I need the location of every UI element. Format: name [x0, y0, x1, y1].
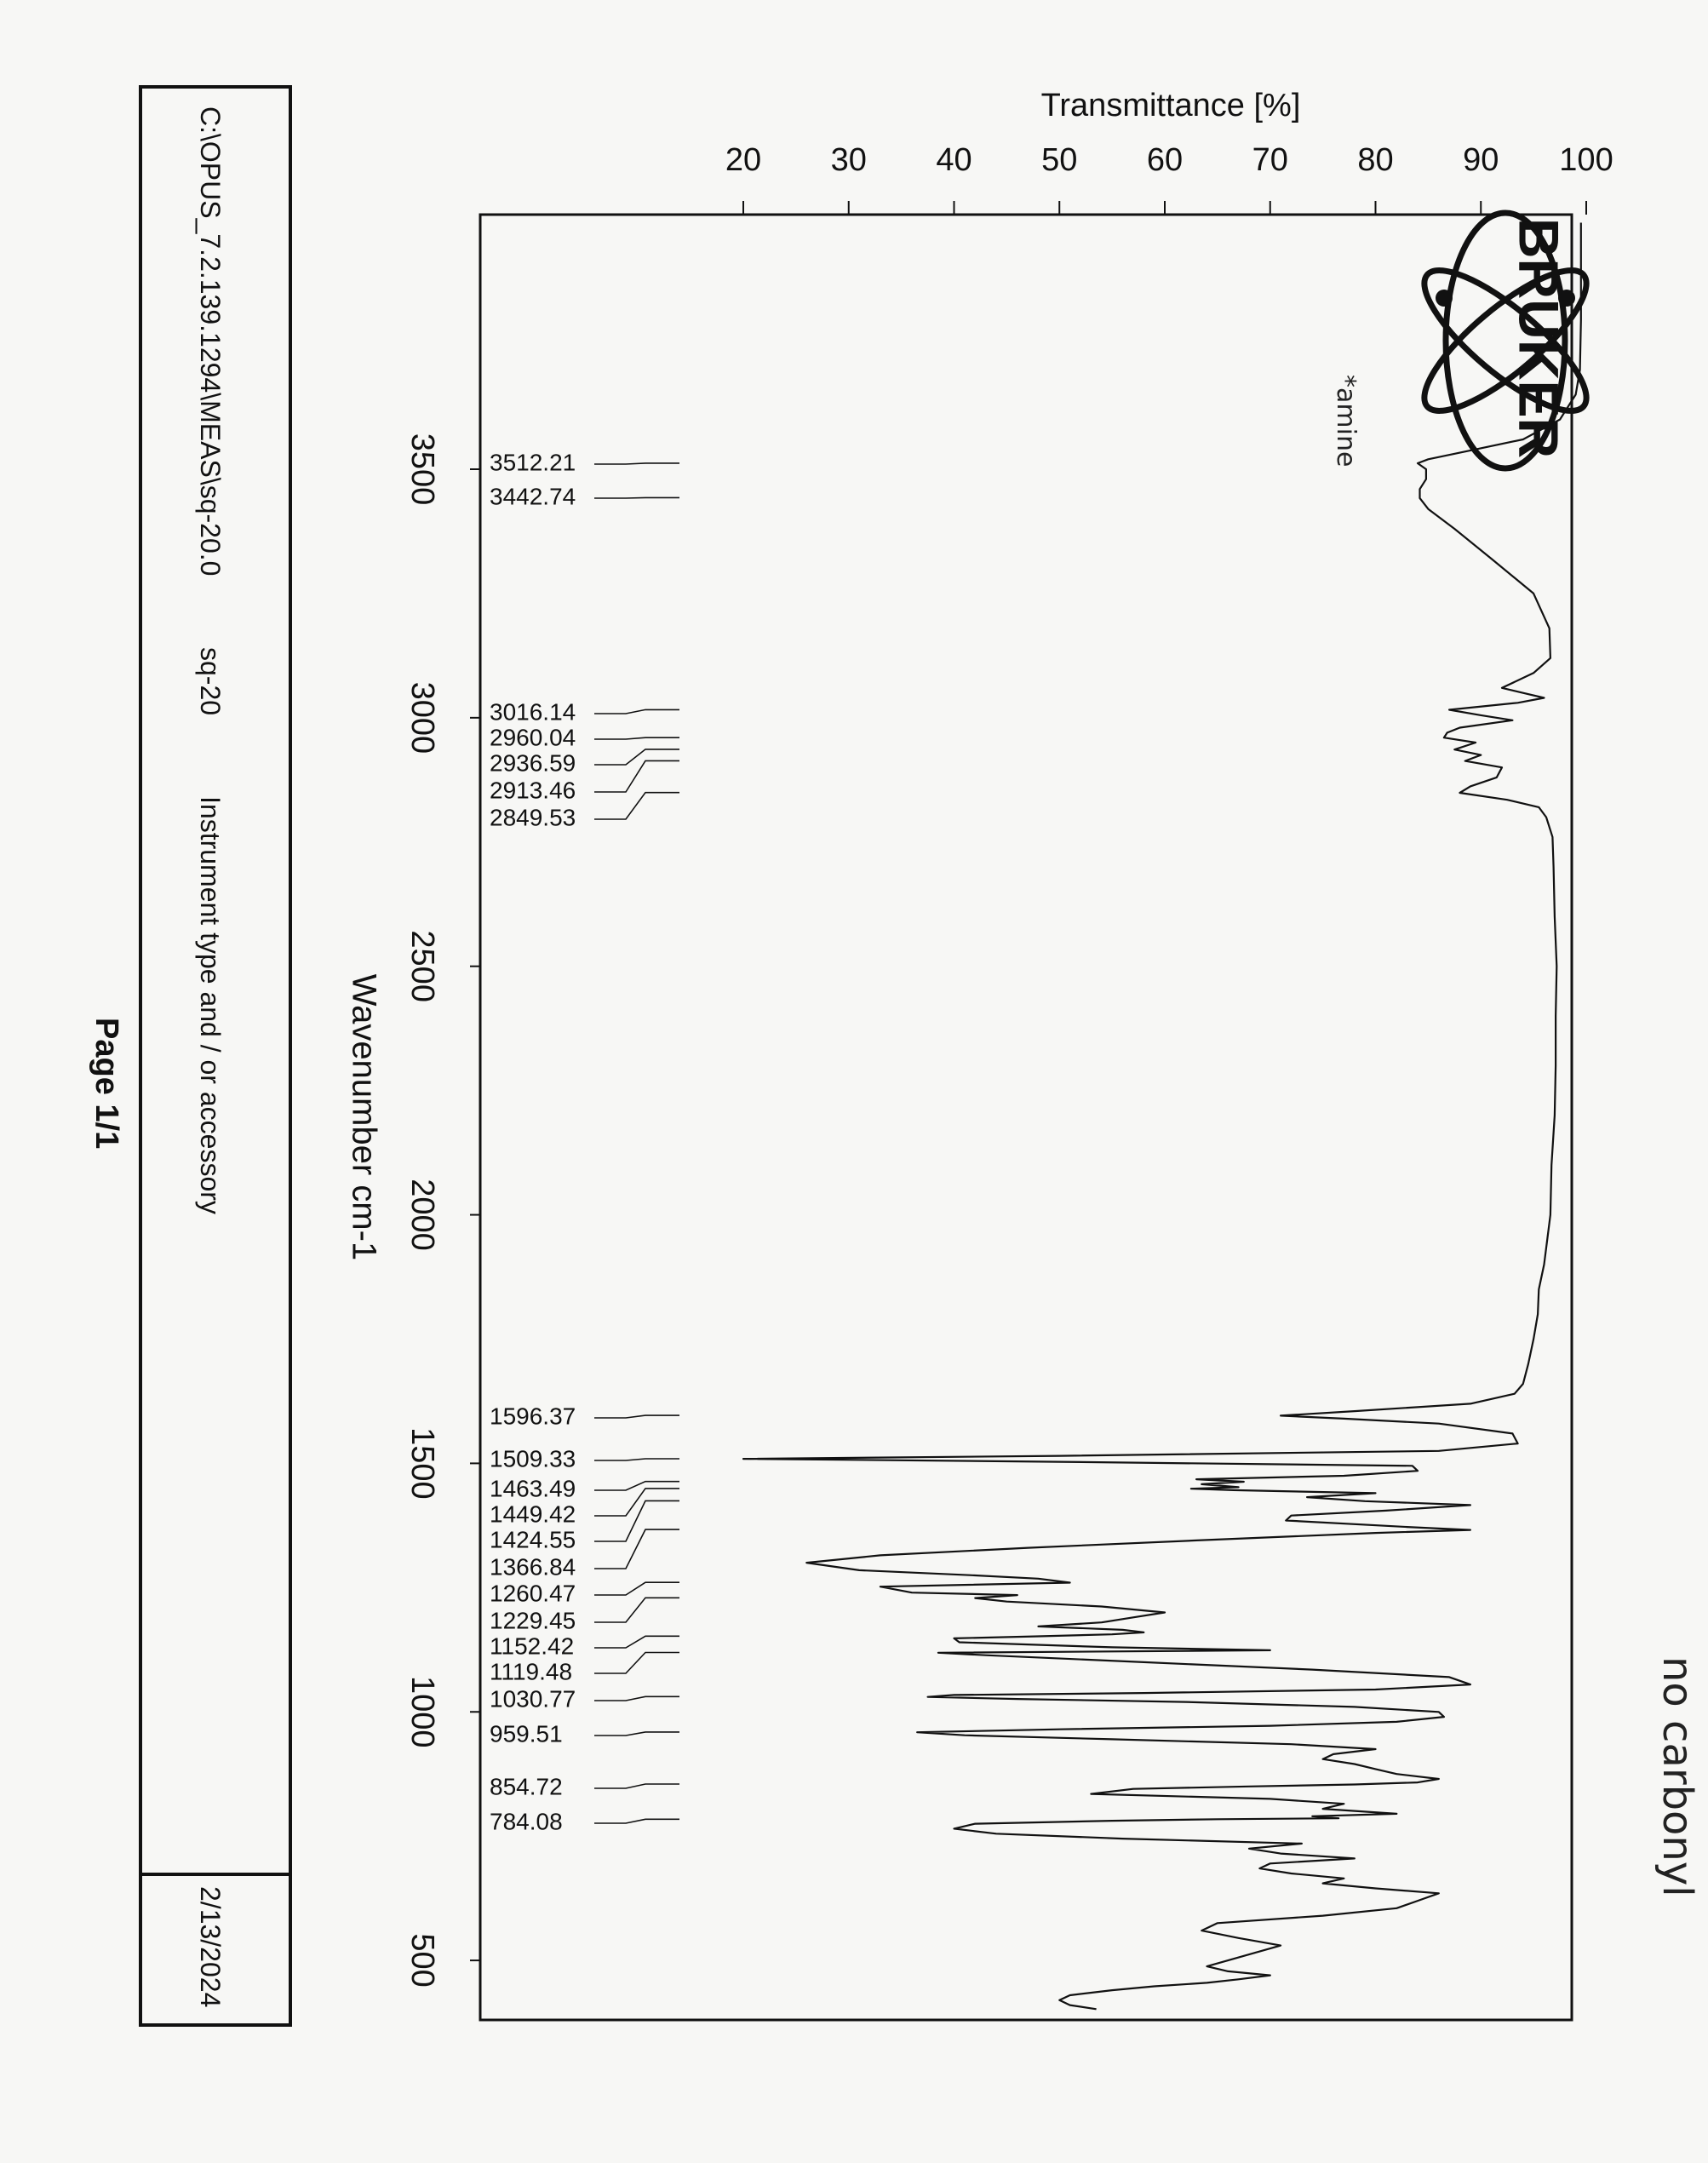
peak-leader-line: [594, 1636, 679, 1648]
spectrum-trace: [743, 223, 1581, 2010]
transmittance-tick-label: 100: [1559, 142, 1613, 179]
plot-frame: [480, 215, 1572, 2020]
transmittance-tick-label: 70: [1252, 142, 1288, 179]
logo-electron-dot: [1436, 290, 1453, 307]
wavenumber-axis-label: Wavenumber cm-1: [345, 973, 383, 1261]
peak-label: 3442.74: [490, 483, 576, 510]
sample-name-label: sq-20: [195, 647, 226, 716]
transmittance-tick-label: 40: [936, 142, 972, 179]
footer-divider: [142, 1873, 289, 1876]
wavenumber-tick-label: 2000: [404, 1179, 440, 1251]
peak-label: 2849.53: [490, 804, 576, 831]
transmittance-tick-label: 20: [725, 142, 762, 179]
transmittance-axis-label: Transmittance [%]: [1040, 88, 1301, 124]
peak-label: 1030.77: [490, 1685, 576, 1713]
peak-leader-line: [594, 1500, 679, 1541]
peak-leader-line: [594, 463, 679, 464]
wavenumber-tick-label: 1000: [404, 1675, 440, 1748]
transmittance-tick-label: 50: [1041, 142, 1078, 179]
peak-leader-line: [594, 709, 679, 714]
peak-label: 1509.33: [490, 1445, 576, 1472]
handwritten-carbonyl-note: no carbonyl: [1654, 1656, 1701, 1897]
logo-orbit: [1407, 250, 1605, 431]
peak-label: 1119.48: [490, 1658, 573, 1685]
peak-label: 1229.45: [490, 1607, 576, 1634]
measurement-date-label: 2/13/2024: [195, 1886, 226, 2008]
peak-leader-line: [594, 1489, 679, 1516]
bruker-logo-text: BRUKER: [1507, 217, 1571, 459]
peak-label: 1366.84: [490, 1553, 576, 1581]
peak-label: 1449.42: [490, 1500, 576, 1528]
peak-leader-line: [594, 1459, 679, 1460]
peak-leader-line: [594, 793, 679, 819]
peak-label: 959.51: [490, 1720, 563, 1747]
peak-label: 854.72: [490, 1773, 563, 1800]
peak-label: 2913.46: [490, 777, 576, 804]
page-number-label: Page 1/1: [89, 1018, 124, 1150]
transmittance-tick-label: 60: [1146, 142, 1184, 179]
wavenumber-tick-label: 3500: [404, 433, 440, 506]
peak-leader-line: [594, 1598, 679, 1622]
peak-leader-line: [594, 1696, 679, 1701]
peak-leader-line: [594, 1784, 679, 1788]
peak-leader-line: [594, 1653, 679, 1674]
handwritten-amine-note: *amine: [1331, 375, 1361, 468]
peak-label: 1152.42: [490, 1632, 575, 1660]
wavenumber-tick-label: 1500: [404, 1427, 440, 1500]
peak-leader-line: [594, 737, 679, 739]
transmittance-tick-label: 30: [830, 142, 867, 179]
peak-label: 2960.04: [490, 724, 576, 751]
peak-leader-line: [594, 749, 679, 765]
transmittance-tick-label: 80: [1357, 142, 1394, 179]
peak-label: 784.08: [490, 1808, 563, 1835]
peak-leader-line: [594, 1582, 679, 1595]
instrument-label: Instrument type and / or accessory: [195, 796, 226, 1214]
peak-leader-line: [594, 1732, 679, 1736]
peak-label: 3512.21: [490, 449, 576, 476]
peak-label: 3016.14: [490, 698, 576, 726]
file-path-label: C:\OPUS_7.2.139.1294\MEAS\sq-20.0: [195, 106, 226, 577]
peak-label: 1424.55: [490, 1526, 576, 1553]
wavenumber-tick-label: 3000: [404, 681, 440, 754]
peak-leader-line: [594, 1415, 679, 1418]
peak-leader-line: [594, 497, 679, 498]
peak-label: 1260.47: [490, 1580, 576, 1607]
wavenumber-tick-label: 2500: [404, 930, 440, 1002]
logo-orbit: [1407, 250, 1605, 431]
wavenumber-tick-label: 500: [404, 1933, 440, 1988]
transmittance-tick-label: 90: [1463, 142, 1499, 179]
peak-label: 1596.37: [490, 1403, 576, 1430]
peak-leader-line: [594, 1819, 679, 1823]
peak-leader-line: [594, 1529, 679, 1569]
peak-label: 2936.59: [490, 749, 576, 777]
peak-label: 1463.49: [490, 1475, 576, 1502]
peak-leader-line: [594, 760, 679, 792]
bruker-logo: [1407, 213, 1605, 468]
